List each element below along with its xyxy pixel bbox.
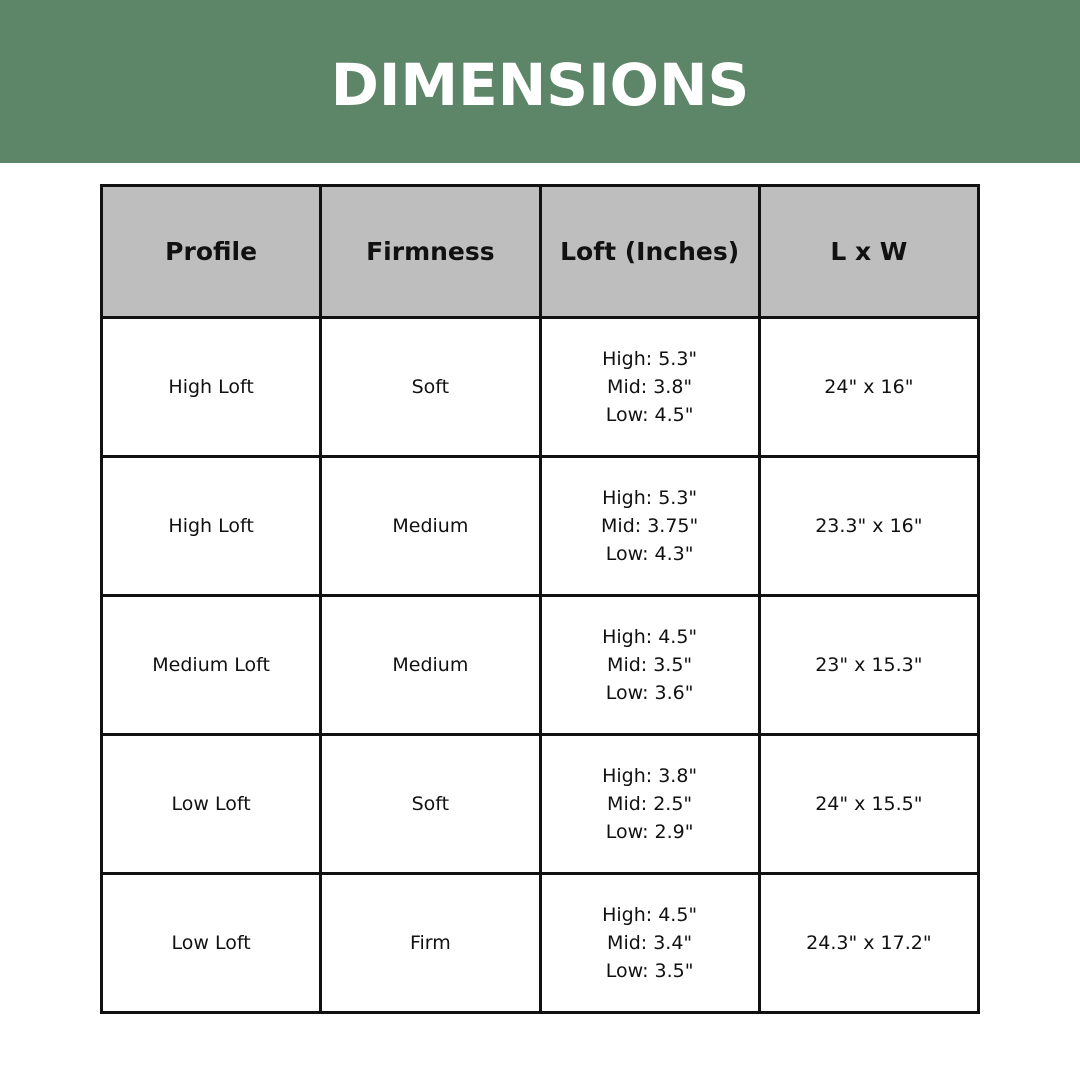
loft-low: Low: 4.5": [605, 404, 694, 426]
cell-loft: [540, 596, 759, 735]
loft-low: Low: 3.6": [605, 682, 694, 704]
header-firmness: Firmness: [321, 186, 540, 318]
cell-firmness: Medium: [321, 457, 540, 596]
cell-size: 23" x 15.3": [759, 596, 978, 735]
header-profile: Profile: [102, 186, 321, 318]
cell-firmness: Soft: [321, 318, 540, 457]
loft-mid: Mid: 2.5": [607, 793, 693, 815]
table-header-row: [102, 186, 979, 318]
cell-size: 23.3" x 16": [759, 457, 978, 596]
loft-mid: Mid: 3.75": [601, 515, 699, 537]
loft-high: High: 4.5": [602, 626, 698, 648]
loft-low: Low: 3.5": [605, 960, 694, 982]
table-row: [102, 735, 979, 874]
page-title: DIMENSIONS: [330, 50, 750, 119]
cell-firmness: Firm: [321, 874, 540, 1013]
table-row: [102, 596, 979, 735]
cell-profile: Low Loft: [102, 874, 321, 1013]
cell-loft: [540, 874, 759, 1013]
loft-high: High: 4.5": [602, 904, 698, 926]
loft-mid: Mid: 3.4": [607, 932, 693, 954]
dimensions-table-container: [100, 184, 980, 1013]
table-row: [102, 457, 979, 596]
loft-high: High: 3.8": [602, 765, 698, 787]
loft-low: Low: 4.3": [605, 543, 694, 565]
cell-size: 24" x 16": [759, 318, 978, 457]
loft-low: Low: 2.9": [605, 821, 694, 843]
cell-firmness: Medium: [321, 596, 540, 735]
title-banner: [0, 0, 1080, 163]
cell-loft: [540, 318, 759, 457]
cell-profile: High Loft: [102, 318, 321, 457]
cell-profile: Medium Loft: [102, 596, 321, 735]
cell-size: 24.3" x 17.2": [759, 874, 978, 1013]
table-row: [102, 318, 979, 457]
cell-size: 24" x 15.5": [759, 735, 978, 874]
cell-firmness: Soft: [321, 735, 540, 874]
dimensions-table: [100, 184, 980, 1014]
header-size: L x W: [759, 186, 978, 318]
cell-loft: [540, 457, 759, 596]
loft-high: High: 5.3": [602, 487, 698, 509]
cell-profile: High Loft: [102, 457, 321, 596]
table-row: [102, 874, 979, 1013]
loft-high: High: 5.3": [602, 348, 698, 370]
header-loft: Loft (Inches): [540, 186, 759, 318]
cell-loft: [540, 735, 759, 874]
cell-profile: Low Loft: [102, 735, 321, 874]
loft-mid: Mid: 3.8": [607, 376, 693, 398]
loft-mid: Mid: 3.5": [607, 654, 693, 676]
